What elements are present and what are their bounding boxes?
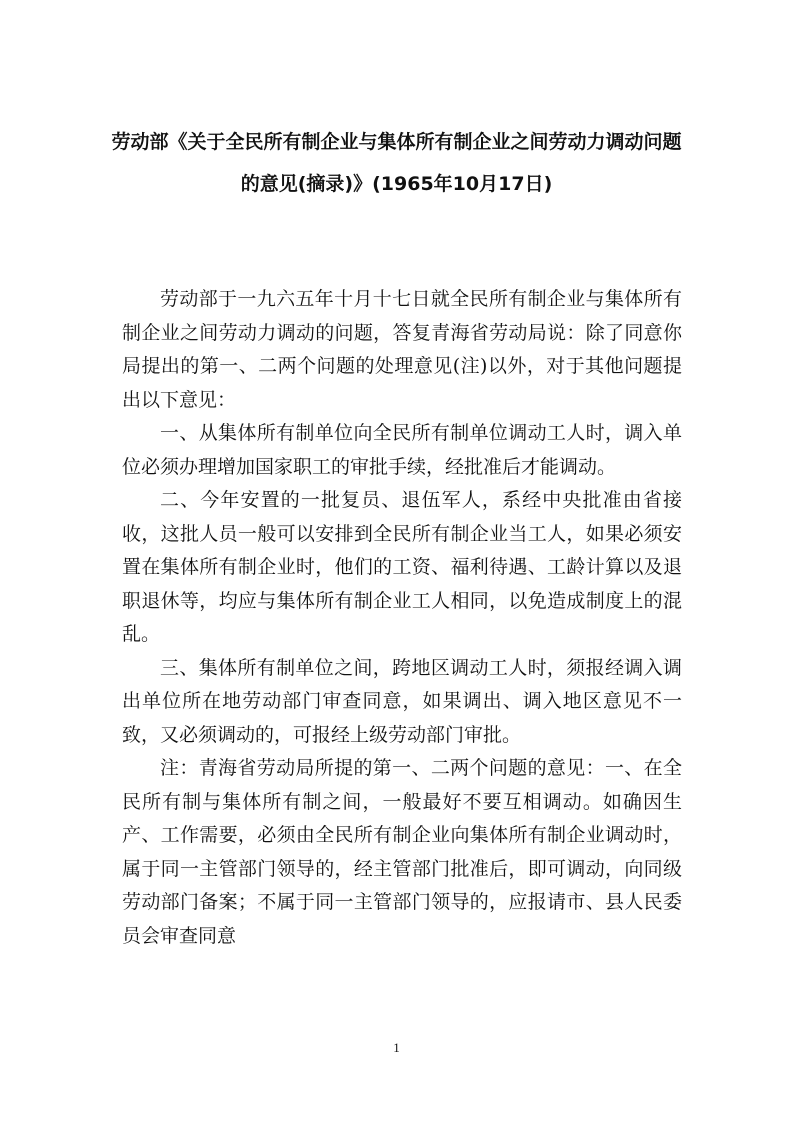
paragraph-item-2: 二、今年安置的一批复员、退伍军人，系经中央批准由省接收，这批人员一般可以安排到全民所有制企业当工人，如果必须安置在集体所有制企业时，他们的工资、福利待遇、工龄计算以及退职退休等，均应与集体所有制企业工人相同，以免造成制度上的混乱。: [122, 489, 682, 645]
document-title-line-2: 的意见(摘录)》(1965年10月17日): [240, 173, 553, 195]
document-title-line-1: 劳动部《关于全民所有制企业与集体所有制企业之间劳动力调动问题: [111, 131, 682, 153]
document-body: [122, 283, 682, 953]
paragraph-note: 注：青海省劳动局所提的第一、二两个问题的意见：一、在全民所有制与集体所有制之间，一般最好不要互相调动。如确因生产、工作需要，必须由全民所有制企业向集体所有制企业调动时，属于同一主管部门领导的，经主管部门批准后，即可调动，向同级劳动部门备案；不属于同一主管部门领导的，应报请市、县人民委员会审查同意: [122, 757, 682, 947]
paragraph-intro: 劳动部于一九六五年十月十七日就全民所有制企业与集体所有制企业之间劳动力调动的问题，答复青海省劳动局说：除了同意你局提出的第一、二两个问题的处理意见(注)以外，对于其他问题提出以下意见：: [122, 288, 682, 411]
page-number: 1: [393, 1040, 400, 1055]
paragraph-item-1: 一、从集体所有制单位向全民所有制单位调动工人时，调入单位必须办理增加国家职工的审批手续，经批准后才能调动。: [122, 422, 682, 478]
paragraph-item-3: 三、集体所有制单位之间，跨地区调动工人时，须报经调入调出单位所在地劳动部门审查同意，如果调出、调入地区意见不一致，又必须调动的，可报经上级劳动部门审批。: [122, 656, 682, 746]
